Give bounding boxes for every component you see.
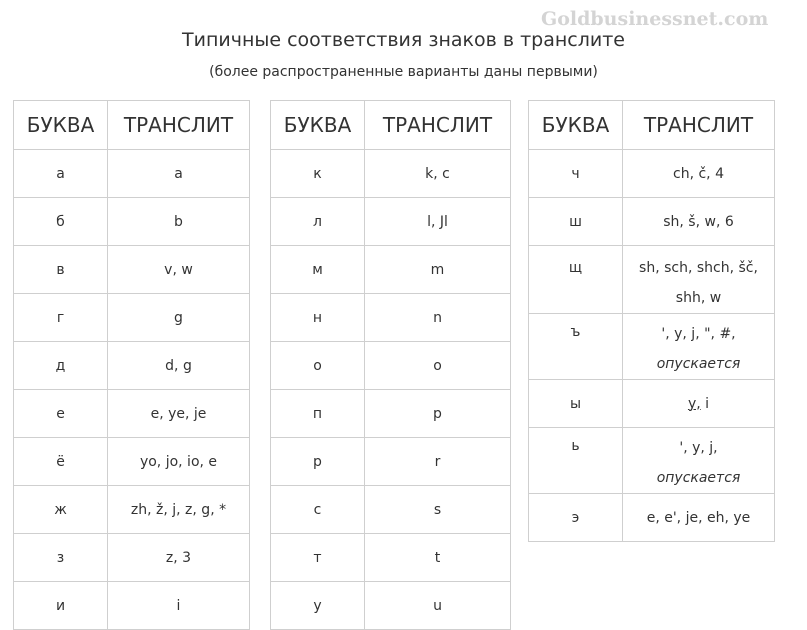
translit-part: i: [700, 395, 710, 412]
table-row: [14, 390, 250, 438]
translit-cell: n: [365, 294, 511, 342]
letter-cell: н: [271, 294, 365, 342]
table-header-row: [271, 101, 511, 150]
letter-cell: ъ: [529, 314, 623, 380]
letter-cell: о: [271, 342, 365, 390]
letter-cell: э: [529, 494, 623, 542]
table-row: [271, 150, 511, 198]
translit-cell: k, c: [365, 150, 511, 198]
letter-cell: ч: [529, 150, 623, 198]
letter-cell: г: [14, 294, 108, 342]
translit-cell: [623, 314, 775, 380]
page-subtitle: (более распространенные варианты даны первыми): [209, 64, 598, 80]
translit-cell: p: [365, 390, 511, 438]
translit-cell: t: [365, 534, 511, 582]
table-row: [271, 246, 511, 294]
letter-cell: а: [14, 150, 108, 198]
table-row: [271, 486, 511, 534]
table-row: [14, 246, 250, 294]
translit-line: shh, w: [675, 290, 722, 306]
table-row: [271, 438, 511, 486]
header-translit: ТРАНСЛИТ: [108, 101, 250, 150]
translit-cell: u: [365, 582, 511, 630]
translit-line: ', y, j, ", #,: [661, 326, 736, 342]
letter-cell: в: [14, 246, 108, 294]
table-row: [14, 486, 250, 534]
letter-cell: щ: [529, 246, 623, 314]
translit-cell: m: [365, 246, 511, 294]
letter-cell: с: [271, 486, 365, 534]
table-row: [271, 582, 511, 630]
translit-cell: ch, č, 4: [623, 150, 775, 198]
translit-cell: [623, 380, 775, 428]
letter-cell: л: [271, 198, 365, 246]
letter-cell: д: [14, 342, 108, 390]
letter-cell: п: [271, 390, 365, 438]
letter-cell: к: [271, 150, 365, 198]
table-row: [14, 438, 250, 486]
translit-cell: yo, jo, io, e: [108, 438, 250, 486]
translit-line: sh, sch, shch, šč,: [639, 260, 758, 276]
table-row: [14, 198, 250, 246]
header-translit: ТРАНСЛИТ: [623, 101, 775, 150]
translit-cell: o: [365, 342, 511, 390]
letter-cell: з: [14, 534, 108, 582]
table-row: [529, 380, 775, 428]
translit-table-1: [13, 100, 250, 630]
header-letter: БУКВА: [271, 101, 365, 150]
table-row: [529, 198, 775, 246]
letter-cell: б: [14, 198, 108, 246]
table-row: [271, 342, 511, 390]
translit-cell: r: [365, 438, 511, 486]
table-row: [14, 534, 250, 582]
translit-cell: b: [108, 198, 250, 246]
translit-cell: d, g: [108, 342, 250, 390]
letter-cell: м: [271, 246, 365, 294]
translit-table-2: [270, 100, 511, 630]
letter-cell: ы: [529, 380, 623, 428]
letter-cell: ь: [529, 428, 623, 494]
letter-cell: ж: [14, 486, 108, 534]
table-row: [271, 534, 511, 582]
translit-cell: z, 3: [108, 534, 250, 582]
table-row: [271, 198, 511, 246]
table-row: [14, 342, 250, 390]
translit-cell: e, e', je, eh, ye: [623, 494, 775, 542]
translit-table-3: [528, 100, 775, 542]
header-translit: ТРАНСЛИТ: [365, 101, 511, 150]
watermark: Goldbusinessnet.com: [541, 8, 769, 30]
translit-cell: [623, 428, 775, 494]
letter-cell: е: [14, 390, 108, 438]
header-letter: БУКВА: [14, 101, 108, 150]
table-row: [529, 494, 775, 542]
translit-line: ', y, j,: [679, 440, 718, 456]
table-row: [14, 150, 250, 198]
translit-cell: i: [108, 582, 250, 630]
letter-cell: и: [14, 582, 108, 630]
translit-cell: a: [108, 150, 250, 198]
letter-cell: у: [271, 582, 365, 630]
letter-cell: ш: [529, 198, 623, 246]
translit-line: опускается: [656, 470, 741, 486]
letter-cell: т: [271, 534, 365, 582]
translit-cell: [623, 246, 775, 314]
letter-cell: р: [271, 438, 365, 486]
table-row: [529, 150, 775, 198]
translit-cell: zh, ž, j, z, g, *: [108, 486, 250, 534]
table-row: [14, 294, 250, 342]
translit-cell: sh, š, w, 6: [623, 198, 775, 246]
page-title: Типичные соответствия знаков в транслите: [182, 29, 625, 51]
translit-cell: v, w: [108, 246, 250, 294]
table-row: [271, 390, 511, 438]
translit-cell: l, Jl: [365, 198, 511, 246]
table-header-row: [14, 101, 250, 150]
translit-cell: g: [108, 294, 250, 342]
table-row: [271, 294, 511, 342]
translit-line: опускается: [656, 356, 741, 372]
translit-cell: e, ye, je: [108, 390, 250, 438]
translit-part: y,: [687, 395, 701, 412]
table-row: [14, 582, 250, 630]
table-header-row: [529, 101, 775, 150]
letter-cell: ё: [14, 438, 108, 486]
header-letter: БУКВА: [529, 101, 623, 150]
translit-cell: s: [365, 486, 511, 534]
